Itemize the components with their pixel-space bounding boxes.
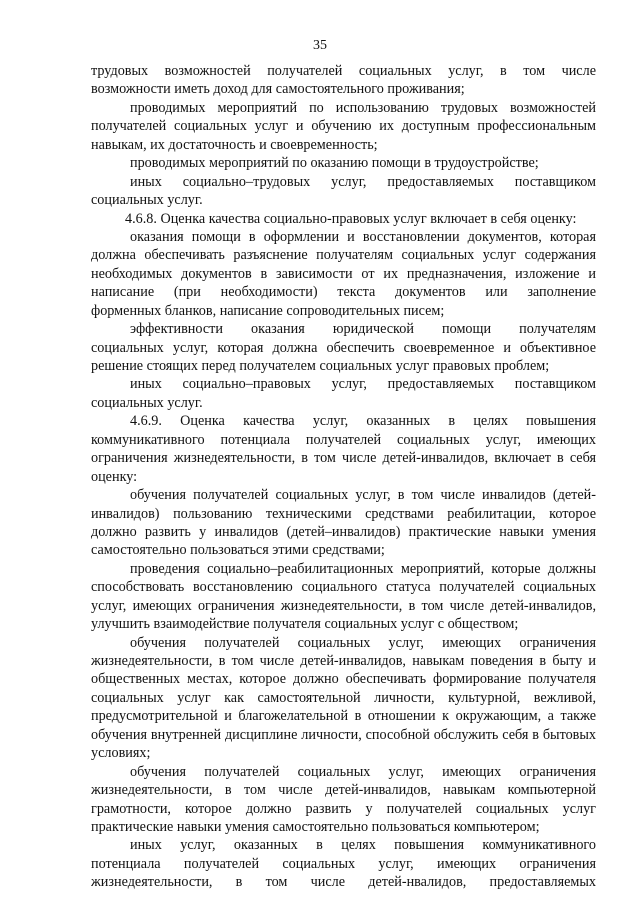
text-line: оказания помощи в оформлении и восстановлении документов, которая bbox=[130, 228, 596, 245]
text-line: ограничения жизнедеятельности, в том числе детей-инвалидов, включает в себя bbox=[91, 450, 596, 467]
text-line: 4.6.9. Оценка качества услуг, оказанных в целях повышения bbox=[130, 413, 596, 430]
text-line: обучения получателей социальных услуг, имеющих ограничения bbox=[130, 634, 596, 651]
text-line: получателей социальных услуг и обучению их доступным профессиональным bbox=[91, 118, 596, 135]
text-line: возможности иметь доход для самостоятельного проживания; bbox=[91, 81, 465, 98]
text-line: социальных услуг как самостоятельной личности, культурной, вежливой, bbox=[91, 689, 596, 706]
text-line: иных социально–трудовых услуг, предоставляемых поставщиком bbox=[130, 173, 596, 190]
text-line: 4.6.8. Оценка качества социально-правовых услуг включает в себя оценку: bbox=[125, 210, 577, 227]
text-line: жизнедеятельности, в том числе детей-инвалидов, навыкам поведения в быту и bbox=[91, 653, 596, 669]
page-number: 35 bbox=[313, 38, 327, 53]
text-line: проведения социально–реабилитационных мероприятий, которые должны bbox=[130, 560, 596, 577]
text-line: обучения внутренней дисциплине личности, способной обслужить себя в бытовых bbox=[91, 726, 596, 743]
text-line: социальных услуг. bbox=[91, 394, 203, 411]
text-line: написание (при необходимости) текста документов или заполнение bbox=[91, 284, 596, 301]
text-line: жизнедеятельности, в том числе детей-инвалидов, навыкам компьютерной bbox=[91, 782, 596, 799]
text-line: потенциала получателей социальных услуг, имеющих ограничения bbox=[91, 855, 596, 872]
text-line: социальных услуг. bbox=[91, 192, 203, 209]
text-line: проводимых мероприятий по оказанию помощи в трудоустройстве; bbox=[130, 155, 539, 172]
text-line: навыкам, их достаточность и своевременность; bbox=[91, 136, 378, 153]
text-line: трудовых возможностей получателей социальных услуг, в том числе bbox=[91, 63, 596, 79]
text-line: инвалидов) пользованию техническими средствами реабилитации, которое bbox=[91, 505, 596, 522]
text-line: услуг, имеющих ограничения жизнедеятельности, в том числе детей-инвалидов, bbox=[91, 597, 596, 614]
document-body bbox=[91, 62, 596, 892]
text-line: должна обеспечивать разъяснение получателям социальных услуг содержания bbox=[91, 247, 596, 264]
text-line: должно развить у инвалидов (детей–инвалидов) практические навыки умения bbox=[91, 523, 596, 540]
text-line: условиях; bbox=[91, 745, 151, 762]
text-line: улучшить взаимодействие получателя социальных услуг с обществом; bbox=[91, 616, 519, 633]
text-line: практические навыки умения самостоятельно пользоваться компьютером; bbox=[91, 818, 540, 835]
text-line: обучения получателей социальных услуг, в том числе инвалидов (детей- bbox=[130, 487, 596, 504]
text-line: иных услуг, оказанных в целях повышения коммуникативного bbox=[130, 837, 596, 854]
text-line: коммуникативного потенциала получателей социальных услуг, имеющих bbox=[91, 431, 596, 448]
text-line: способствовать восстановлению социального статуса получателей социальных bbox=[91, 579, 596, 596]
text-line: обучения получателей социальных услуг, имеющих ограничения bbox=[130, 763, 596, 780]
text-line: предусмотрительной и благожелательной в отношении к окружающим, а также bbox=[91, 708, 596, 725]
text-line: иных социально–правовых услуг, предоставляемых поставщиком bbox=[130, 376, 596, 393]
text-line: самостоятельно пользоваться этими средствами; bbox=[91, 542, 385, 559]
text-line: социальных услуг, которая должна обеспечить своевременное и объективное bbox=[91, 339, 596, 356]
text-line: оценку: bbox=[91, 468, 138, 485]
text-line: эффективности оказания юридической помощи получателям bbox=[130, 321, 596, 338]
text-line: общественных местах, которое должно обеспечивать формирование получателя bbox=[91, 671, 596, 688]
text-line: грамотности, которое должно развить у получателей социальных услуг bbox=[91, 800, 596, 817]
text-line: решение стоящих перед получателем социальных услуг правовых проблем; bbox=[91, 358, 550, 374]
text-line: необходимых документов в зависимости от их предназначения, изложение и bbox=[91, 265, 596, 282]
text-line: проводимых мероприятий по использованию трудовых возможностей bbox=[130, 99, 596, 116]
text-line: форменных бланков, написание сопроводительных писем; bbox=[91, 302, 445, 319]
text-line: жизнедеятельности, в том числе детей-нвалидов, предоставляемых bbox=[91, 874, 596, 891]
